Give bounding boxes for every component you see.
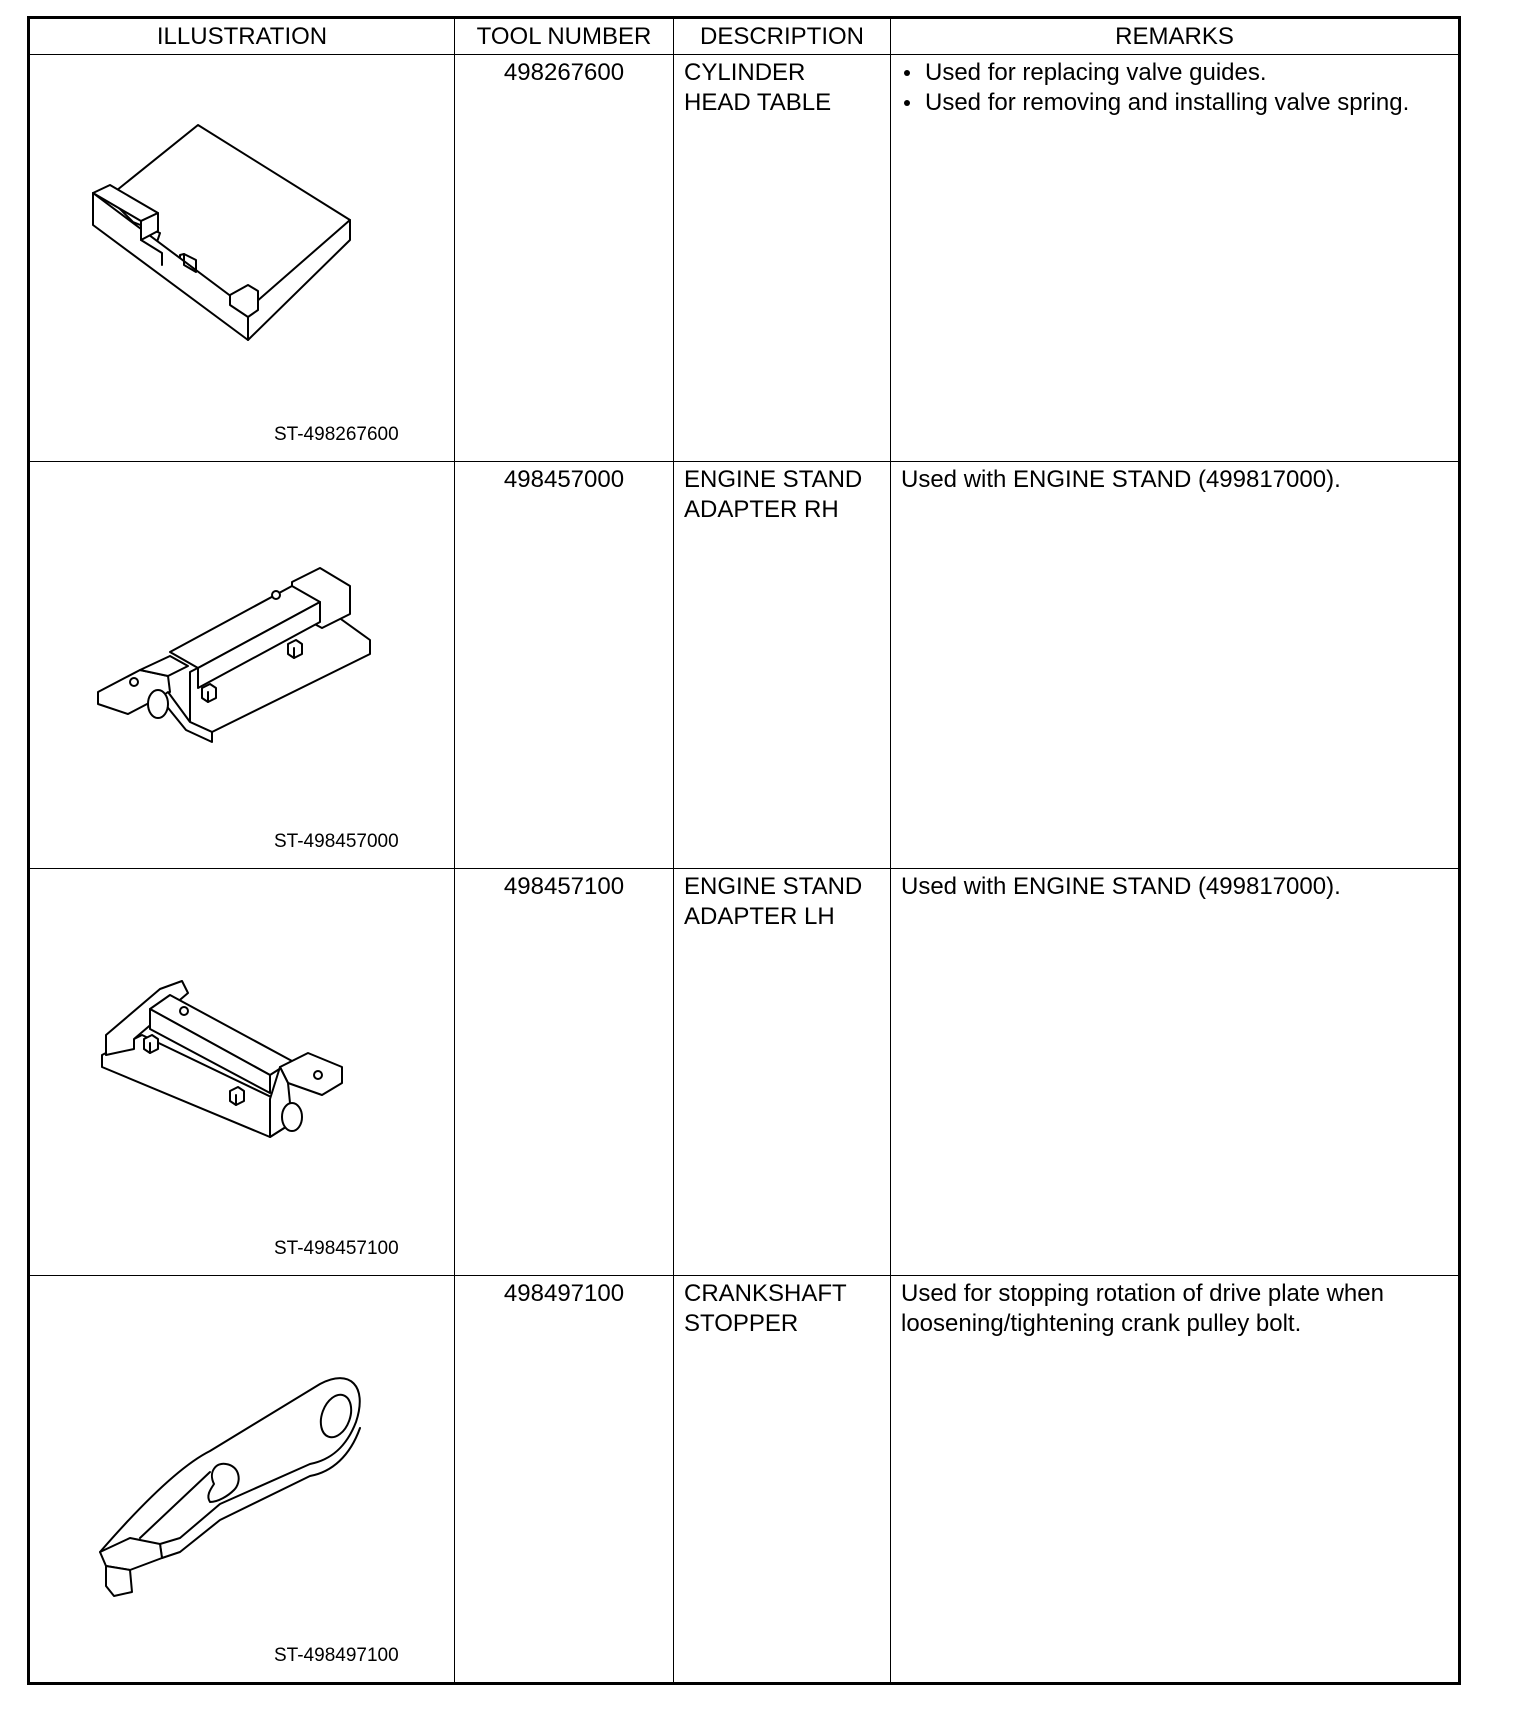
description-line: STOPPER bbox=[684, 1310, 799, 1337]
remark-text: Used with ENGINE STAND (499817000). bbox=[901, 873, 1341, 900]
illustration-cell bbox=[29, 1276, 455, 1684]
description-line: CYLINDER bbox=[684, 59, 806, 86]
tool-number-cell: 498497100 bbox=[455, 1276, 674, 1684]
remarks-list bbox=[901, 58, 1448, 118]
figure-code: ST-498267600 bbox=[274, 424, 399, 445]
table-row bbox=[29, 462, 1460, 869]
description-line: ADAPTER LH bbox=[684, 903, 835, 930]
figure-code: ST-498497100 bbox=[274, 1645, 399, 1666]
illustration-cell bbox=[29, 462, 455, 869]
cylinder-head-table-drawing bbox=[30, 55, 456, 457]
engine-stand-adapter-rh-drawing bbox=[30, 462, 456, 864]
description-line: ENGINE STAND bbox=[684, 873, 863, 900]
description-cell bbox=[674, 462, 891, 869]
table-row bbox=[29, 55, 1460, 462]
remarks-cell bbox=[891, 869, 1460, 1276]
tool-number-cell: 498457000 bbox=[455, 462, 674, 869]
description-cell bbox=[674, 869, 891, 1276]
description-cell bbox=[674, 1276, 891, 1684]
description-line: CRANKSHAFT bbox=[684, 1280, 847, 1307]
figure-code: ST-498457000 bbox=[274, 831, 399, 852]
header-description: DESCRIPTION bbox=[674, 18, 891, 55]
tool-number-cell: 498457100 bbox=[455, 869, 674, 1276]
crankshaft-stopper-drawing bbox=[30, 1276, 456, 1678]
table-row bbox=[29, 869, 1460, 1276]
description-cell bbox=[674, 55, 891, 462]
header-tool-number: TOOL NUMBER bbox=[455, 18, 674, 55]
tool-number-cell: 498267600 bbox=[455, 55, 674, 462]
remarks-cell bbox=[891, 1276, 1460, 1684]
description-line: HEAD TABLE bbox=[684, 89, 832, 116]
illustration-cell bbox=[29, 869, 455, 1276]
remark-item: Used for removing and installing valve spring. bbox=[901, 88, 1448, 118]
remarks-cell bbox=[891, 55, 1460, 462]
header-remarks: REMARKS bbox=[891, 18, 1460, 55]
engine-stand-adapter-lh-drawing bbox=[30, 869, 456, 1271]
illustration-cell bbox=[29, 55, 455, 462]
figure-code: ST-498457100 bbox=[274, 1238, 399, 1259]
remark-text: Used for stopping rotation of drive plate when loosening/tightening crank pulley bolt. bbox=[901, 1280, 1384, 1337]
table-row bbox=[29, 1276, 1460, 1684]
header-illustration: ILLUSTRATION bbox=[29, 18, 455, 55]
description-line: ADAPTER RH bbox=[684, 496, 839, 523]
remark-item: Used for replacing valve guides. bbox=[901, 58, 1448, 88]
remarks-cell bbox=[891, 462, 1460, 869]
description-line: ENGINE STAND bbox=[684, 466, 863, 493]
remark-text: Used with ENGINE STAND (499817000). bbox=[901, 466, 1341, 493]
header-row bbox=[29, 18, 1460, 55]
special-tools-table bbox=[27, 16, 1461, 1685]
